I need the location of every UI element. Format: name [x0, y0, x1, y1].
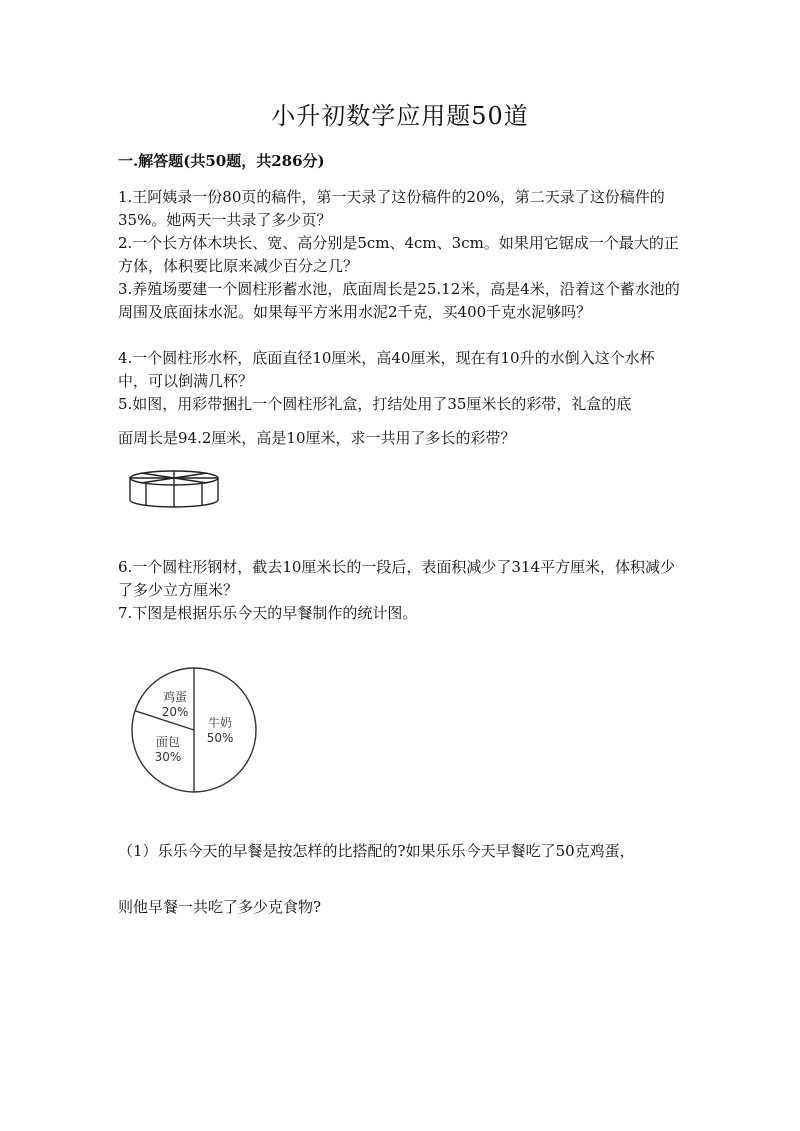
pie-slice-label: 鸡蛋 — [163, 689, 188, 704]
question-6: 6.一个圆柱形钢材，截去10厘米长的一段后，表面积减少了314平方厘米，体积减少了多少立方厘米？ — [118, 558, 676, 599]
pie-slice-value: 20% — [161, 704, 189, 719]
pie-slice-label: 牛奶 — [208, 716, 233, 730]
section-heading: 一.解答题(共50题，共286分) — [118, 152, 325, 170]
question-4: 4.一个圆柱形水杯，底面直径10厘米，高40厘米，现在有10升的水倒入这个水杯中，可以倒满几杯？ — [118, 349, 655, 390]
pie-slice-label: 面包 — [155, 734, 180, 749]
breakfast-pie-chart — [128, 664, 260, 800]
question-3: 3.养殖场要建一个圆柱形蓄水池，底面周长是25.12米，高是4米，沿着这个蓄水池的周围及底面抹水泥。如果每平方米用水泥2千克，买400千克水泥够吗？ — [118, 280, 680, 321]
pie-slice-value: 30% — [154, 749, 182, 764]
question-2: 2.一个长方体木块长、宽、高分别是5cm、4cm、3cm。如果用它锯成一个最大的正方体，体积要比原来减少百分之几？ — [118, 234, 679, 275]
cylinder-gift-box-icon — [126, 468, 222, 512]
question-7-part-1-line-2: 则他早餐一共吃了多少克食物? — [118, 898, 322, 916]
question-7-part-1-line-1: （1）乐乐今天的早餐是按怎样的比搭配的?如果乐乐今天早餐吃了50克鸡蛋， — [118, 842, 635, 860]
page-title: 小升初数学应用题50道 — [271, 102, 529, 130]
pie-slice-value: 50% — [206, 731, 234, 745]
gift-box-figure — [126, 468, 222, 516]
question-5-line-2: 面周长是94.2厘米，高是10厘米，求一共用了多长的彩带？ — [118, 429, 516, 447]
question-5-line-1: 5.如图，用彩带捆扎一个圆柱形礼盒，打结处用了35厘米长的彩带，礼盒的底 — [118, 395, 632, 413]
question-1: 1.王阿姨录一份80页的稿件，第一天录了这份稿件的20%，第二天录了这份稿件的35%。她两天一共录了多少页？ — [118, 188, 665, 229]
question-7: 7.下图是根据乐乐今天的早餐制作的统计图。 — [118, 604, 418, 622]
pie-chart-svg — [128, 664, 260, 796]
